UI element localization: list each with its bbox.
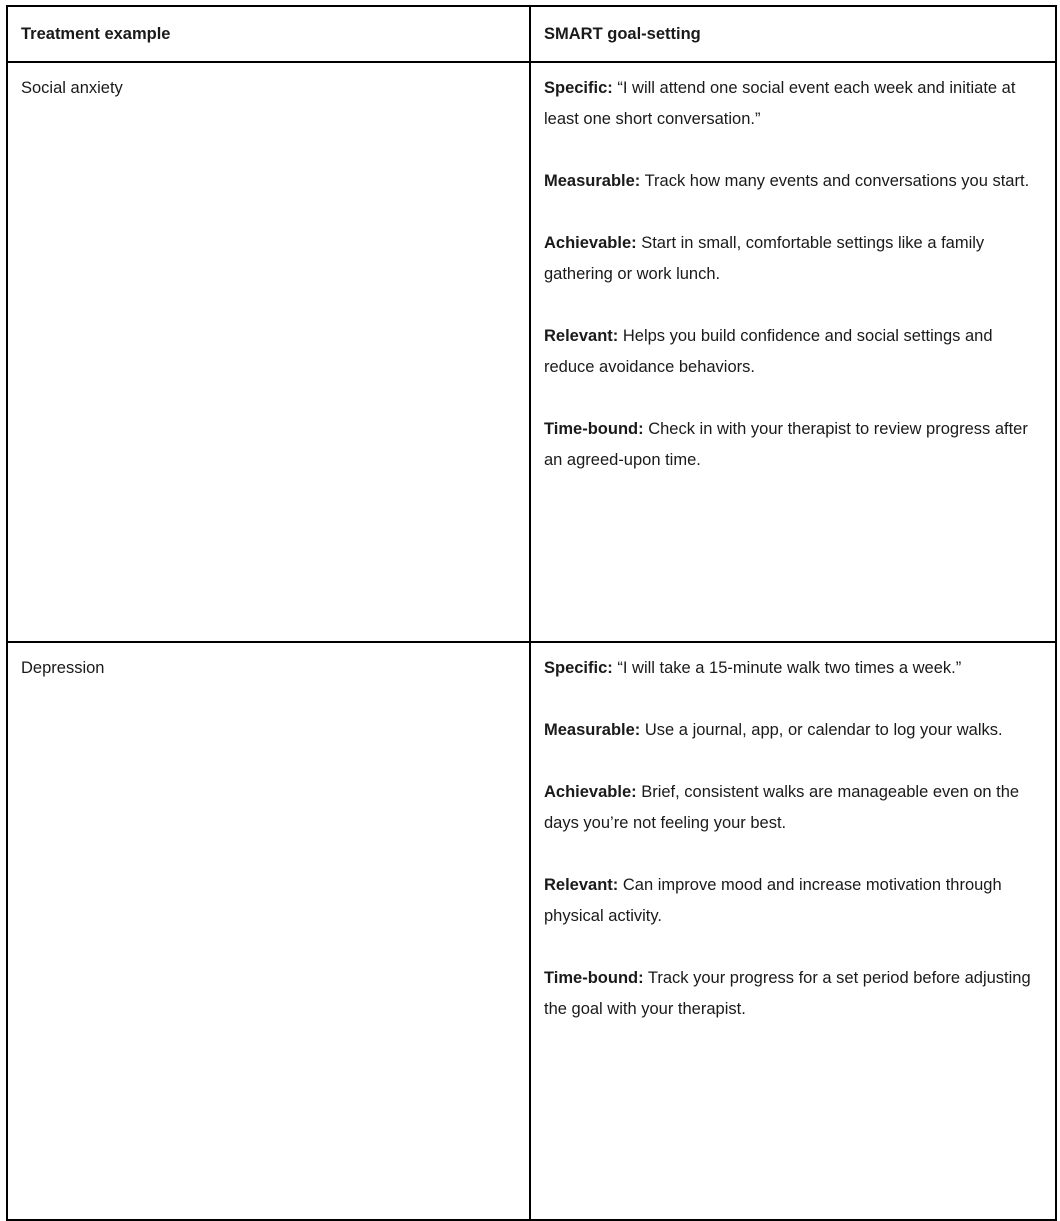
goal-label: Measurable: xyxy=(544,172,641,190)
goal-label: Achievable: xyxy=(544,783,637,801)
goal-text: “I will attend one social event each week and initiate at least one short conversation.” xyxy=(544,79,1016,128)
goal-text: Brief, consistent walks are manageable even on the days you’re not feeling your best. xyxy=(544,783,1020,832)
goal-label: Achievable: xyxy=(544,234,637,252)
table-row xyxy=(7,642,1056,1220)
smart-goals-table xyxy=(6,5,1057,1221)
goal-specific xyxy=(544,73,1043,135)
treatment-cell: Depression xyxy=(7,642,530,1220)
goal-achievable xyxy=(544,777,1043,839)
goal-label: Specific: xyxy=(544,79,613,97)
goal-text: Track how many events and conversations you start. xyxy=(640,172,1030,190)
goal-measurable xyxy=(544,715,1043,746)
goals-cell xyxy=(530,62,1056,642)
goal-relevant xyxy=(544,870,1043,932)
goal-text: Helps you build confidence and social settings and reduce avoidance behaviors. xyxy=(544,327,993,376)
goal-time-bound xyxy=(544,414,1043,476)
goal-label: Relevant: xyxy=(544,327,619,345)
goal-label: Time-bound: xyxy=(544,420,644,438)
goal-label: Specific: xyxy=(544,659,613,677)
table-header-row xyxy=(7,6,1056,62)
goal-label: Time-bound: xyxy=(544,969,644,987)
treatment-cell: Social anxiety xyxy=(7,62,530,642)
goal-text: Start in small, comfortable settings like a family gathering or work lunch. xyxy=(544,234,985,283)
header-smart-goal-setting: SMART goal-setting xyxy=(530,6,1056,62)
goal-achievable xyxy=(544,228,1043,290)
goal-label: Relevant: xyxy=(544,876,619,894)
goal-time-bound xyxy=(544,963,1043,1025)
goal-measurable xyxy=(544,166,1043,197)
goal-text: Track your progress for a set period before adjusting the goal with your therapist. xyxy=(544,969,1031,1018)
goal-text: Can improve mood and increase motivation through physical activity. xyxy=(544,876,1002,925)
goal-label: Measurable: xyxy=(544,721,641,739)
goal-specific xyxy=(544,653,1043,684)
header-treatment-example: Treatment example xyxy=(7,6,530,62)
goal-text: Use a journal, app, or calendar to log your walks. xyxy=(640,721,1003,739)
goal-text: Check in with your therapist to review progress after an agreed-upon time. xyxy=(544,420,1028,469)
table-row xyxy=(7,62,1056,642)
goals-cell xyxy=(530,642,1056,1220)
goal-relevant xyxy=(544,321,1043,383)
goal-text: “I will take a 15-minute walk two times a week.” xyxy=(612,659,962,677)
